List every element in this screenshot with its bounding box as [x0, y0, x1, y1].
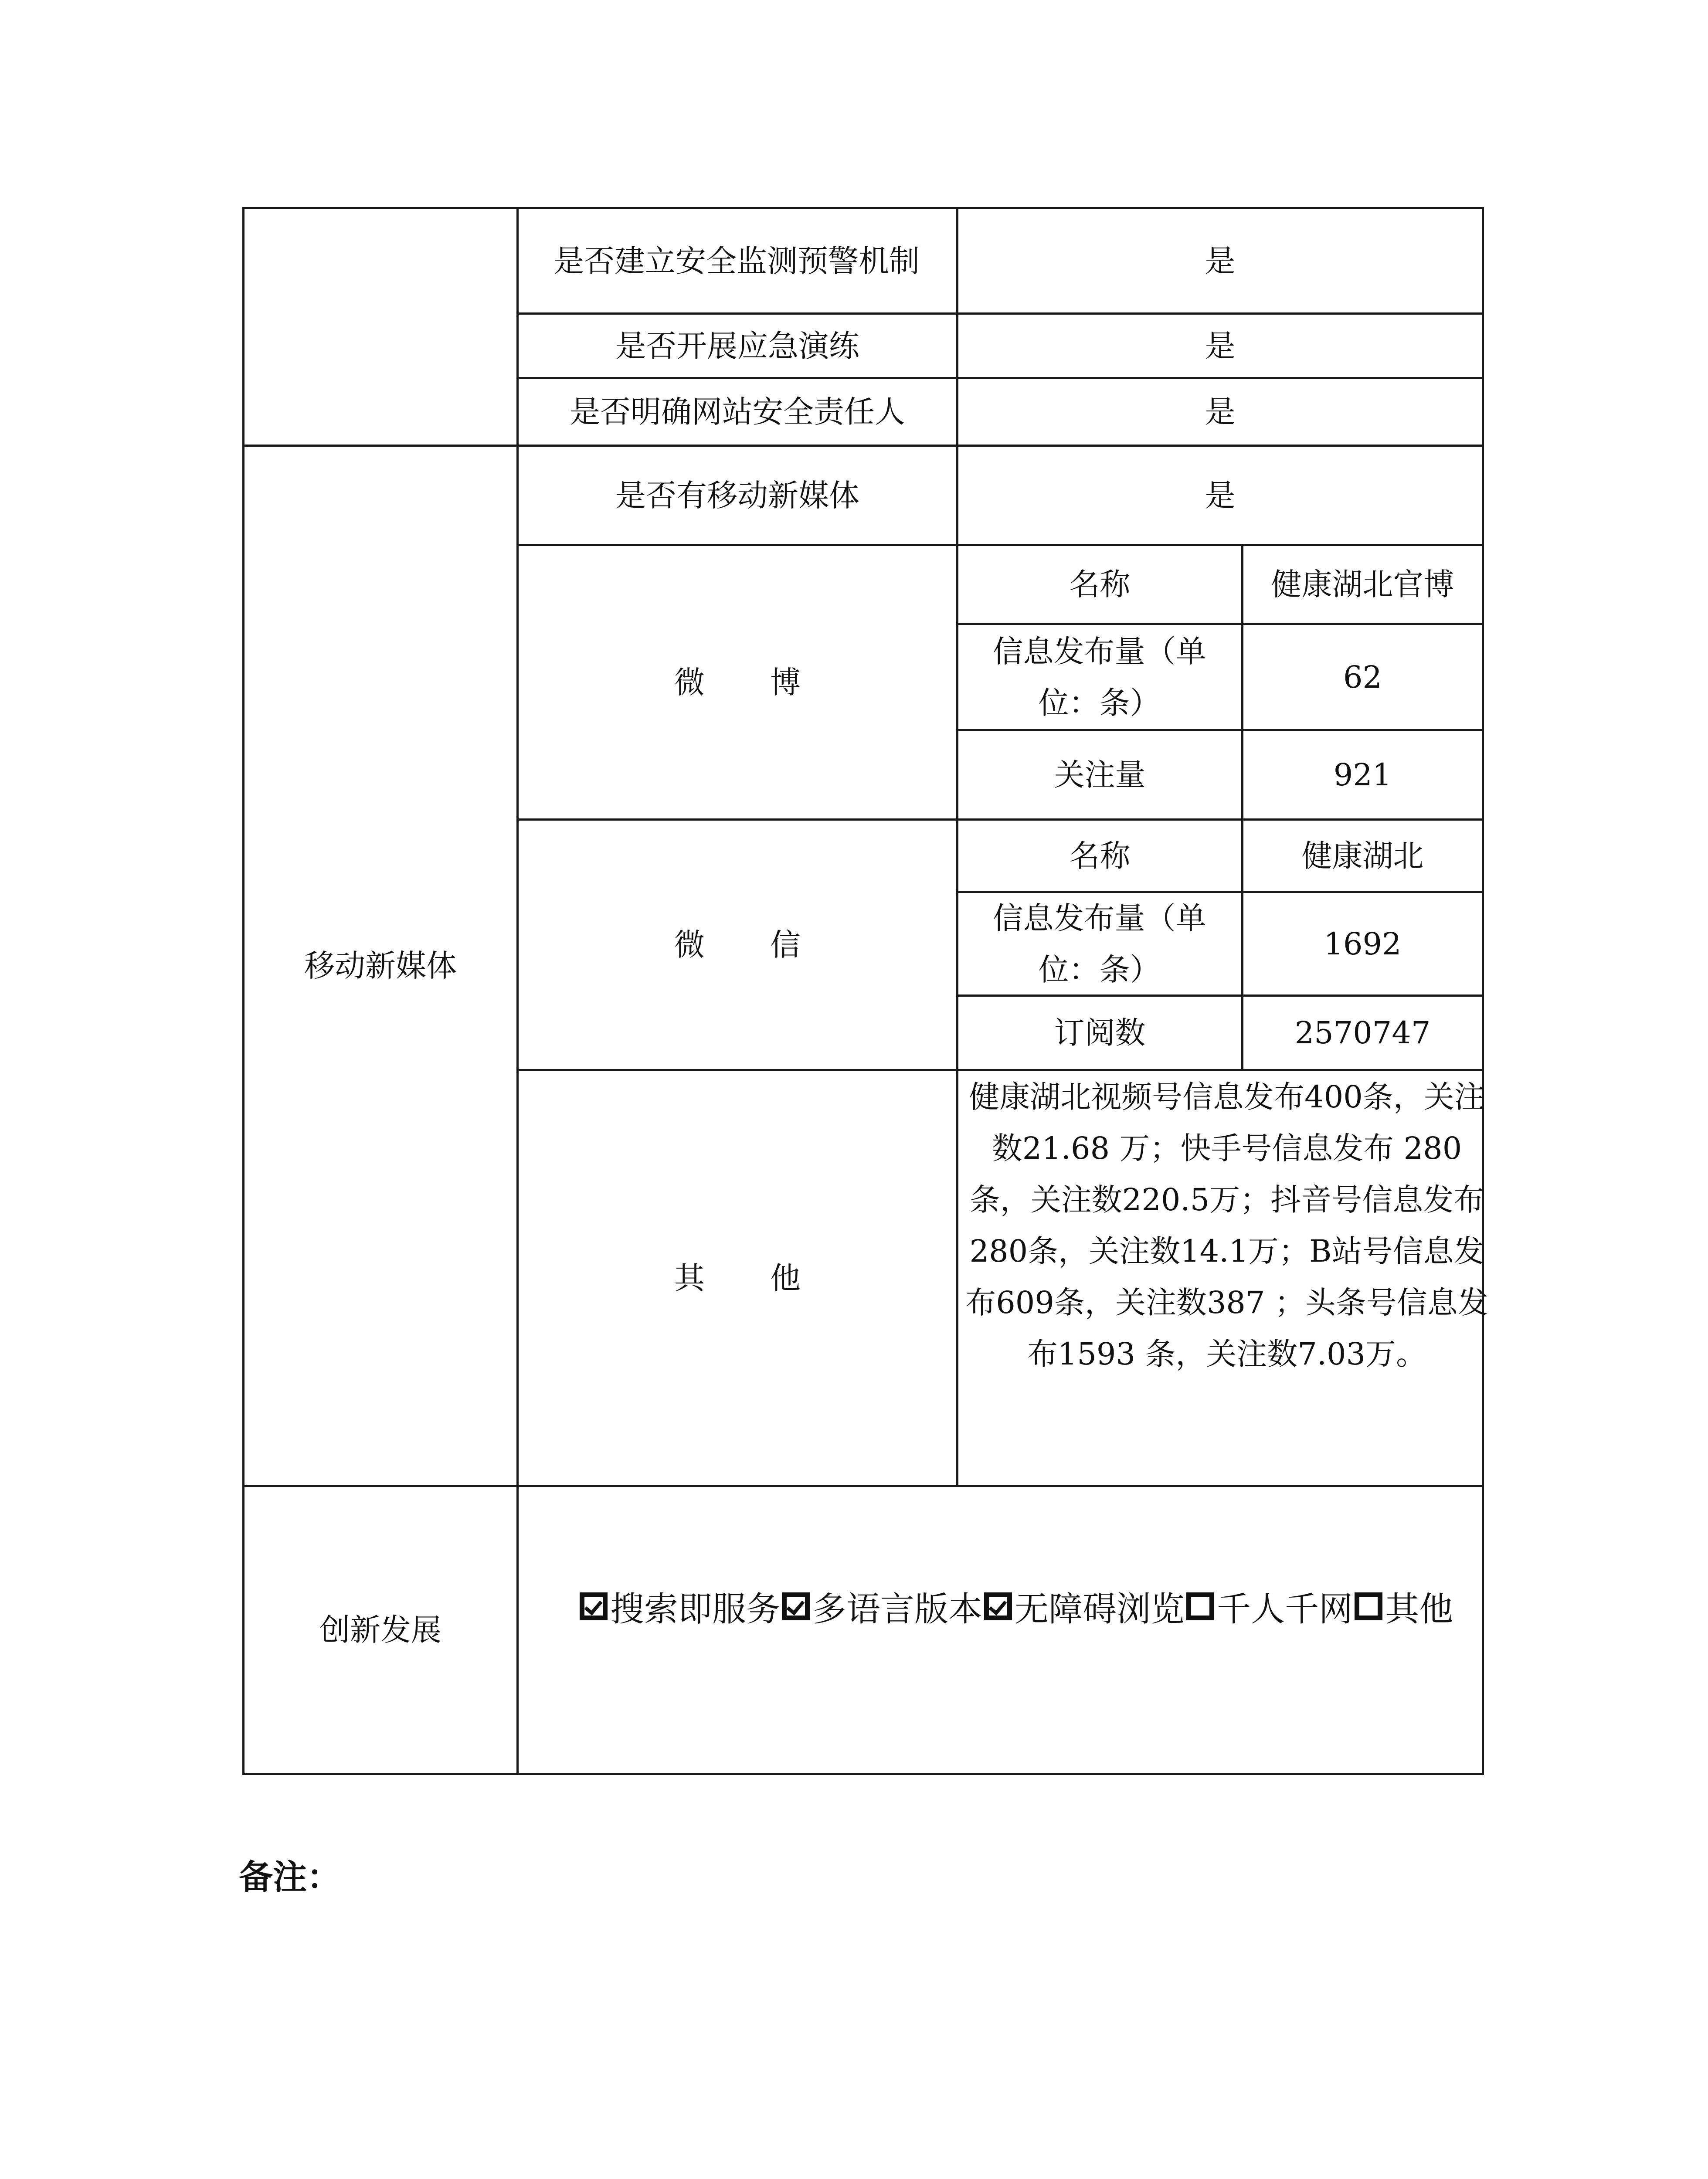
option-label: 无障碍浏览	[1015, 1590, 1185, 1629]
emergency-drill-value: 是	[1205, 328, 1236, 364]
checkbox-search-as-service[interactable]	[580, 1592, 608, 1620]
wechat-posts-label: 信息发布量（单位：条）	[992, 900, 1206, 988]
weibo-posts-value: 62	[1343, 659, 1382, 695]
innovation-options	[580, 1582, 1499, 1631]
wechat-name-value: 健康湖北	[1301, 838, 1424, 874]
option-label: 搜索即服务	[610, 1590, 781, 1629]
wechat-subscribers-label: 订阅数	[1054, 1015, 1146, 1051]
option-label: 千人千网	[1217, 1590, 1353, 1629]
has-mobile-media-value: 是	[1205, 477, 1236, 513]
security-officer-value: 是	[1205, 394, 1236, 430]
option-label: 其他	[1385, 1590, 1453, 1629]
mobile-media-category: 移动新媒体	[304, 948, 457, 984]
weibo-posts-label: 信息发布量（单位：条）	[992, 633, 1206, 721]
wechat-label-text: 微信	[674, 927, 866, 963]
other-label-text: 其他	[674, 1260, 866, 1296]
option-label: 多语言版本	[812, 1590, 983, 1629]
wechat-label	[519, 821, 956, 1069]
security-officer-label: 是否明确网站安全责任人	[570, 394, 905, 430]
checkbox-other[interactable]	[1355, 1592, 1382, 1620]
other-label	[519, 1071, 956, 1485]
innovation-category: 创新发展	[319, 1612, 441, 1648]
weibo-label	[519, 546, 956, 818]
weibo-name-label: 名称	[1069, 567, 1131, 602]
other-media-description: 健康湖北视频号信息发布400条，关注数21.68 万；快手号信息发布 280条，关注数220.5万；抖音号信息发布 280条，关注数14.1万；B站号信息发布609条，关注数387 ；头条号信息发布1593 条，关注数7.03万。	[965, 1079, 1488, 1372]
weibo-name-value: 健康湖北官博	[1271, 567, 1454, 602]
checkbox-multilingual[interactable]	[782, 1592, 810, 1620]
checkbox-personalized[interactable]	[1186, 1592, 1214, 1620]
security-monitoring-label: 是否建立安全监测预警机制	[553, 243, 920, 279]
wechat-posts-value: 1692	[1324, 926, 1402, 962]
weibo-label-text: 微博	[674, 664, 866, 700]
wechat-subscribers-value: 2570747	[1294, 1015, 1431, 1051]
checkbox-accessibility[interactable]	[984, 1592, 1012, 1620]
wechat-name-label: 名称	[1069, 838, 1131, 874]
emergency-drill-label: 是否开展应急演练	[615, 328, 859, 364]
weibo-followers-label: 关注量	[1054, 757, 1146, 793]
remarks-label: 备注：	[239, 1858, 341, 1897]
weibo-followers-value: 921	[1333, 757, 1392, 793]
has-mobile-media-label: 是否有移动新媒体	[615, 477, 859, 513]
security-monitoring-value: 是	[1205, 243, 1236, 279]
